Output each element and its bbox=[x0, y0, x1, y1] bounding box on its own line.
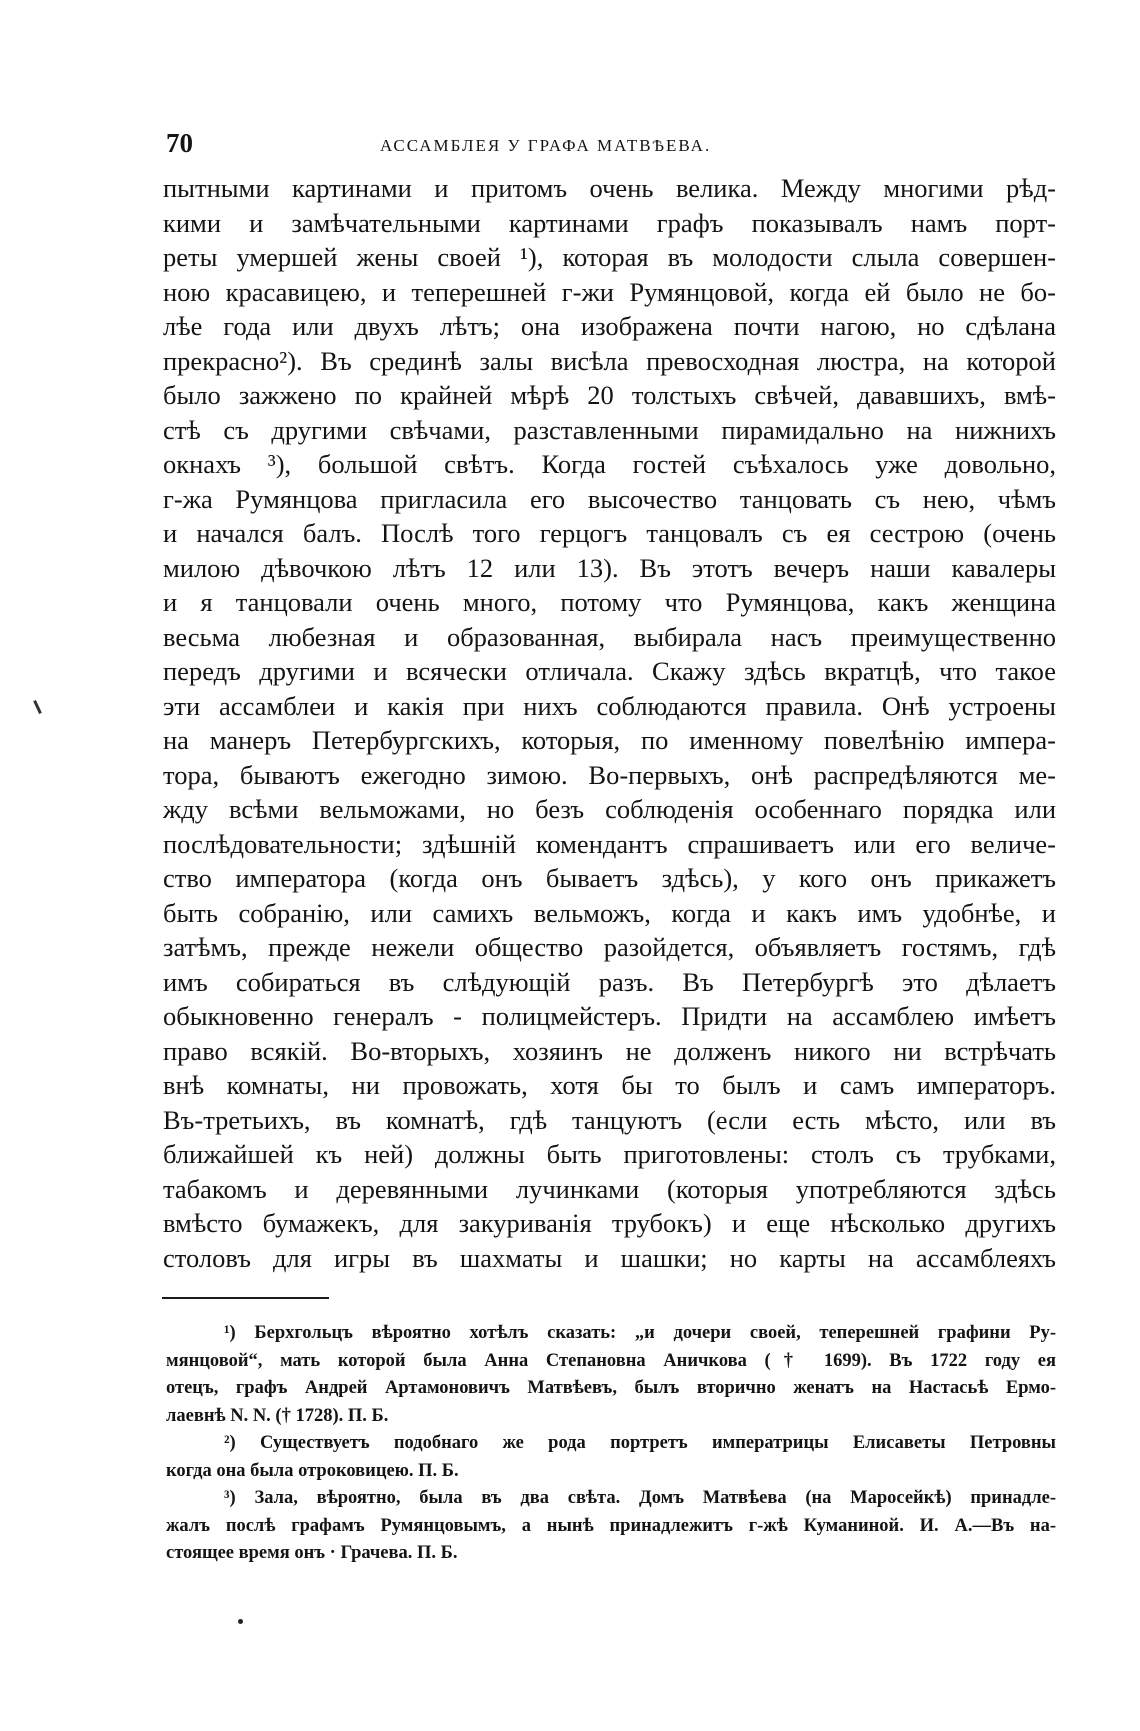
text-line: лѣе года или двухъ лѣтъ; она изображена почти нагою, но сдѣлана bbox=[163, 311, 1056, 341]
footnote-line: стоящее время онъ · Грачева. П. Б. bbox=[166, 1543, 458, 1563]
text-line: внѣ комнаты, ни провожать, хотя бы то былъ и самъ императоръ. bbox=[163, 1070, 1056, 1100]
text-line: передъ другими и всячески отличала. Скажу здѣсь вкратцѣ, что такое bbox=[163, 656, 1056, 686]
footnote-line: жалъ послѣ графамъ Румянцовымъ, а нынѣ принадлежитъ г-жѣ Куманиной. И. А.—Въ на- bbox=[166, 1515, 1056, 1536]
footnote-2 bbox=[166, 1430, 1056, 1485]
footnote-line: мянцовой“, мать которой была Анна Степановна Аничкова († 1699). Въ 1722 году ея bbox=[166, 1350, 1056, 1371]
text-line: г-жа Румянцова пригласила его высочество танцовать съ нею, чѣмъ bbox=[163, 483, 1056, 514]
text-line: стѣ съ другими свѣчами, разставленными пирамидально на нижнихъ bbox=[163, 414, 1056, 445]
footnotes bbox=[166, 1320, 1056, 1568]
text-line: кими и замѣчательными картинами графъ показывалъ намъ порт- bbox=[163, 207, 1056, 238]
text-line: реты умершей жены своей ¹), которая въ молодости слыла совершен- bbox=[163, 242, 1056, 272]
text-line: и начался балъ. Послѣ того герцогъ танцовалъ съ ея сестрою (очень bbox=[163, 518, 1056, 548]
text-line: прекрасно²). Въ срединѣ залы висѣла превосходная люстра, на которой bbox=[163, 345, 1056, 376]
text-line: право всякій. Во-вторыхъ, хозяинъ не долженъ никого ни встрѣчать bbox=[163, 1035, 1056, 1066]
running-title: АССАМБЛЕЯ У ГРАФА МАТВѢЕВА. bbox=[380, 136, 712, 155]
main-text bbox=[163, 171, 1056, 1275]
footnote-divider bbox=[162, 1297, 329, 1299]
text-line: вмѣсто бумажекъ, для закуриванія трубокъ) и еще нѣсколько другихъ bbox=[163, 1208, 1056, 1238]
footnote-line: ¹) Берхгольцъ вѣроятно хотѣлъ сказать: „и дочери своей, теперешней графини Ру- bbox=[224, 1323, 1056, 1343]
footnote-line: отецъ, графъ Андрей Артамоновичъ Матвѣевъ, былъ вторично женатъ на Настасьѣ Ермо- bbox=[166, 1378, 1056, 1398]
footnote-3 bbox=[166, 1485, 1056, 1568]
text-line: имъ собираться въ слѣдующій разъ. Въ Петербургѣ это дѣлаетъ bbox=[163, 966, 1056, 997]
text-line: ближайшей къ ней) должны быть приготовлены: столъ съ трубками, bbox=[163, 1139, 1056, 1169]
text-line: пытными картинами и притомъ очень велика. Между многими рѣд- bbox=[163, 173, 1056, 203]
text-line: обыкновенно генералъ - полицмейстеръ. Придти на ассамблею имѣетъ bbox=[163, 1001, 1056, 1031]
text-line: ною красавицею, и теперешней г-жи Румянцовой, когда ей было не бо- bbox=[163, 276, 1056, 307]
text-line: послѣдовательности; здѣшній комендантъ спрашиваетъ или его величе- bbox=[163, 828, 1056, 859]
text-line: затѣмъ, прежде нежели общество разойдется, объявляетъ гостямъ, гдѣ bbox=[163, 932, 1056, 962]
text-line: Въ-третьихъ, въ комнатѣ, гдѣ танцуютъ (если есть мѣсто, или въ bbox=[163, 1104, 1056, 1135]
text-line: милою дѣвочкою лѣтъ 12 или 13). Въ этотъ вечеръ наши кавалеры bbox=[163, 552, 1056, 583]
text-line: быть собранію, или самихъ вельможъ, когда и какъ имъ удобнѣе, и bbox=[163, 897, 1056, 928]
text-line: окнахъ ³), большой свѣтъ. Когда гостей съѣхалось уже довольно, bbox=[163, 449, 1056, 479]
footnote-1 bbox=[166, 1320, 1056, 1430]
text-line: ство императора (когда онъ бываетъ здѣсь), у кого онъ прикажетъ bbox=[163, 863, 1056, 893]
ink-dot bbox=[238, 1619, 243, 1624]
text-line: столовъ для игры въ шахматы и шашки; но карты на ассамблеяхъ bbox=[163, 1242, 1056, 1273]
footnote-line: лаевнѣ N. N. († 1728). П. Б. bbox=[166, 1405, 389, 1426]
page-number: 70 bbox=[166, 128, 193, 158]
text-line: на манеръ Петербургскихъ, которыя, по именному повелѣнію импера- bbox=[163, 725, 1056, 755]
margin-mark bbox=[33, 700, 42, 714]
footnote-line: когда она была отроковицею. П. Б. bbox=[166, 1460, 459, 1481]
footnote-line: ³) Зала, вѣроятно, была въ два свѣта. Домъ Матвѣева (на Маросейкѣ) принадле- bbox=[224, 1488, 1056, 1508]
text-line: эти ассамблеи и какія при нихъ соблюдаются правила. Онѣ устроены bbox=[163, 690, 1056, 721]
text-line: жду всѣми вельможами, но безъ соблюденія особеннаго порядка или bbox=[163, 794, 1056, 824]
text-line: было зажжено по крайней мѣрѣ 20 толстыхъ свѣчей, дававшихъ, вмѣ- bbox=[163, 380, 1056, 410]
footnote-line: ²) Существуетъ подобнаго же рода портретъ императрицы Елисаветы Петровны bbox=[224, 1433, 1056, 1453]
text-line: и я танцовали очень много, потому что Румянцова, какъ женщина bbox=[163, 587, 1056, 617]
text-line: табакомъ и деревянными лучинками (которыя употребляются здѣсь bbox=[163, 1173, 1056, 1204]
text-line: весьма любезная и образованная, выбирала насъ преимущественно bbox=[163, 621, 1056, 652]
text-line: тора, бываютъ ежегодно зимою. Во-первыхъ, онѣ распредѣляются ме- bbox=[163, 759, 1056, 790]
